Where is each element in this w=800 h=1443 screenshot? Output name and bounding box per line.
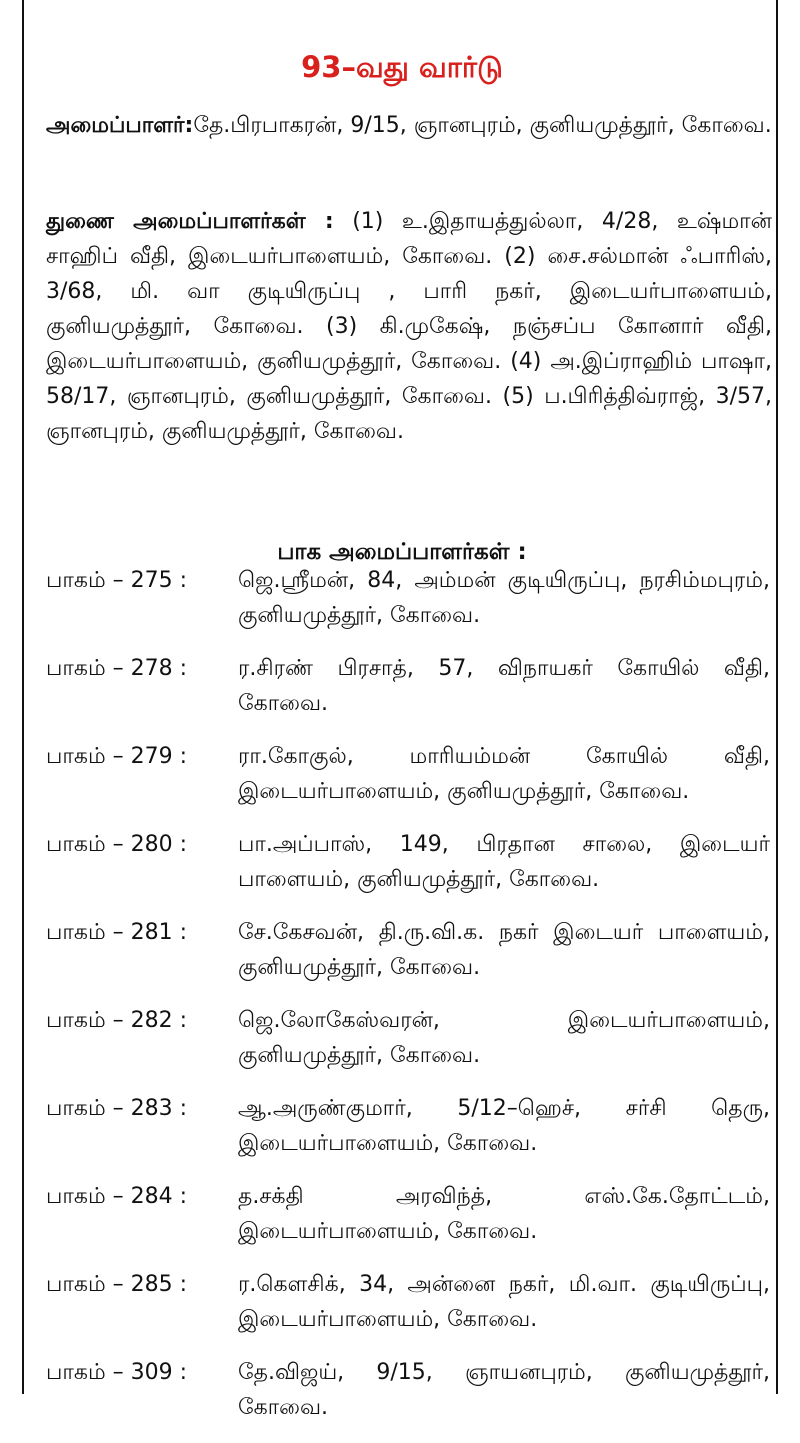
booth-detail: ஆ.அருண்குமார், 5/12–ஹெச், சர்சி தெரு, இடையர்பாளையம், கோவை. [238, 1096, 770, 1156]
booth-label: பாகம் – 309 : [46, 1360, 188, 1385]
booth-detail: ஜெ.ஸ்ரீமன், 84, அம்மன் குடியிருப்பு, நரசிம்மபுரம், குனியமுத்தூர், கோவை. [238, 568, 770, 628]
booth-label: பாகம் – 275 : [46, 568, 188, 593]
booth-label: பாகம் – 278 : [46, 656, 188, 681]
document-frame [22, 0, 778, 1420]
booth-label: பாகம் – 284 : [46, 1184, 188, 1209]
organizer-text: தே.பிரபாகரன், 9/15, ஞானபுரம், குனியமுத்தூர், கோவை. [193, 113, 772, 138]
booth-list [46, 563, 774, 1443]
booth-label: பாகம் – 281 : [46, 920, 188, 945]
booth-row [46, 827, 774, 915]
deputies-paragraph [46, 204, 772, 449]
booth-row [46, 915, 774, 1003]
organizer-label: அமைப்பாளர்: [46, 113, 194, 138]
booth-label: பாகம் – 280 : [46, 832, 188, 857]
booth-detail: ரா.கோகுல், மாரியம்மன் கோயில் வீதி, இடையர்பாளையம், குனியமுத்தூர், கோவை. [238, 744, 770, 804]
organizer-paragraph [46, 108, 772, 143]
booth-row [46, 1267, 774, 1355]
booth-row [46, 739, 774, 827]
booth-label: பாகம் – 283 : [46, 1096, 188, 1121]
deputies-label: துணை அமைப்பாளர்கள் : [46, 209, 334, 234]
booth-detail: ர.சிரண் பிரசாத், 57, விநாயகர் கோயில் வீதி, கோவை. [238, 656, 770, 716]
booth-row [46, 563, 774, 651]
booth-row [46, 1179, 774, 1267]
deputies-text: (1) உ.இதாயத்துல்லா, 4/28, உஷ்மான் சாஹிப் வீதி, இடையர்பாளையம், கோவை. (2) சை.சல்மான் ஃபாரிஸ், 3/68, மி. வா குடியிருப்பு , பாரி நகர், இடையர்பாளையம், குனியமுத்தூர், கோவை. (3) கி.முகேஷ், நஞ்சப்ப கோனார் வீதி, இடையர்பாளையம், குனியமுத்தூர், கோவை. (4) அ.இப்ராஹிம் பாஷா, 58/17, ஞானபுரம், குனியமுத்தூர், கோவை. (5) ப.பிரித்திவ்ராஜ், 3/57, ஞானபுரம், குனியமுத்தூர், கோவை. [46, 209, 772, 444]
booth-row [46, 651, 774, 739]
booth-heading: பாக அமைப்பாளர்கள் : [277, 539, 527, 566]
booth-detail: சே.கேசவன், தி.ரு.வி.க. நகர் இடையர் பாளையம், குனியமுத்தூர், கோவை. [238, 920, 770, 980]
booth-detail: தே.விஜய், 9/15, ஞாயனபுரம், குனியமுத்தூர், கோவை. [238, 1360, 770, 1420]
booth-row [46, 1091, 774, 1179]
ward-title: 93–வது வார்டு [301, 50, 503, 85]
booth-detail: பா.அப்பாஸ், 149, பிரதான சாலை, இடையர் பாளையம், குனியமுத்தூர், கோவை. [238, 832, 770, 892]
booth-detail: த.சக்தி அரவிந்த், எஸ்.கே.தோட்டம், இடையர்பாளையம், கோவை. [238, 1184, 770, 1244]
booth-detail: ர.கௌசிக், 34, அன்னை நகர், மி.வா. குடியிருப்பு, இடையர்பாளையம், கோவை. [238, 1272, 770, 1332]
booth-label: பாகம் – 282 : [46, 1008, 188, 1033]
booth-label: பாகம் – 285 : [46, 1272, 188, 1297]
booth-detail: ஜெ.லோகேஸ்வரன், இடையர்பாளையம், குனியமுத்தூர், கோவை. [238, 1008, 770, 1068]
booth-row [46, 1003, 774, 1091]
booth-label: பாகம் – 279 : [46, 744, 188, 769]
booth-row [46, 1355, 774, 1443]
